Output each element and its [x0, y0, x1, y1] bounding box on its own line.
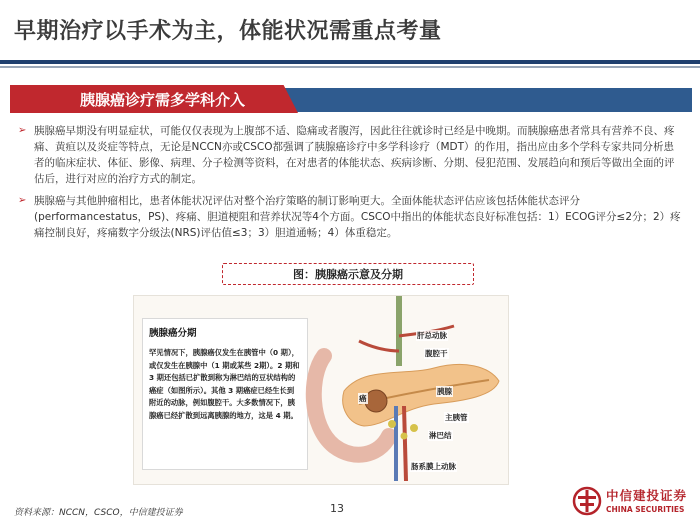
label-cancer: 癌	[359, 394, 367, 403]
pancreas-figure	[133, 295, 509, 485]
staging-title: 胰腺癌分期	[149, 328, 197, 339]
label-main-duct: 主胰管	[445, 413, 468, 422]
logo-text-cn: 中信建投证券	[606, 488, 688, 503]
label-pancreas: 胰腺	[437, 387, 452, 396]
logo-emblem-icon	[572, 486, 602, 516]
page-title: 早期治疗以手术为主，体能状况需重点考量	[14, 19, 442, 44]
arrow-bullet-icon: ➢	[18, 195, 27, 206]
company-logo	[572, 484, 694, 520]
section-banner	[10, 85, 692, 113]
pancreas-illustration	[304, 296, 510, 486]
label-smv: 肠系膜上动脉	[411, 462, 456, 471]
bullet-item	[18, 123, 682, 187]
section-heading: 胰腺癌诊疗需多学科介入	[80, 91, 246, 109]
logo-text-en: CHINA SECURITIES	[606, 505, 685, 514]
title-divider-secondary	[0, 66, 700, 68]
staging-panel	[142, 318, 308, 470]
bullet-list	[18, 123, 682, 247]
label-celiac-trunk: 腹腔干	[425, 349, 448, 358]
source-note: 资料来源：NCCN，CSCO，中信建投证券	[14, 508, 183, 518]
label-hepatic-artery: 肝总动脉	[417, 331, 447, 340]
arrow-bullet-icon: ➢	[18, 125, 27, 136]
bullet-text: 胰腺癌早期没有明显症状，可能仅仅表现为上腹部不适、隐痛或者腹泻，因此往往就诊时已经是中晚期。而胰腺癌患者常具有营养不良、疼痛、黄疸以及炎症等特点，无论是NCCN亦或CSCO都强调了胰腺癌诊疗中多学科诊疗（MDT）的作用，指出应由多个学科专家共同分析患者的临床症状、体征、影像、病理、分子检测等资料，在对患者的体能状态、疾病诊断、分期、侵犯范围、发展趋向和预后等做出全面的评估后，进行对应的治疗方式的制定。	[34, 125, 675, 185]
figure-caption: 图：胰腺癌示意及分期	[293, 268, 403, 281]
bullet-item	[18, 193, 682, 241]
pancreas-anatomy-icon	[304, 296, 510, 486]
bullet-text: 胰腺癌与其他肿瘤相比，患者体能状况评估对整个治疗策略的制订影响更大。全面体能状态评估应该包括体能状态评分(performancestatus，PS)、疼痛、胆道梗阻和营养状况等4个方面。CSCO中指出的体能状态良好标准包括：1）ECOG评分≤2分；2）疼痛控制良好，疼痛数字分级法(NRS)评估值≤3；3）胆道通畅；4）体重稳定。	[34, 195, 681, 239]
title-divider	[0, 60, 700, 64]
figure-caption-box	[222, 263, 474, 285]
label-lymph-node: 淋巴结	[429, 431, 452, 440]
page-number: 13	[330, 502, 344, 515]
staging-text: 罕见情况下，胰腺癌仅发生在胰管中（0 期），或仅发生在胰腺中（1 期或某些 2期）。2 期和 3 期还包括已扩散到称为淋巴结的豆状结构的癌症（如图所示）。其他 3 期癌症已经生长到附近的动脉，例如腹腔干。大多数情况下，胰腺癌已经扩散到远离胰腺的地方，这是 4 期。	[149, 348, 300, 420]
